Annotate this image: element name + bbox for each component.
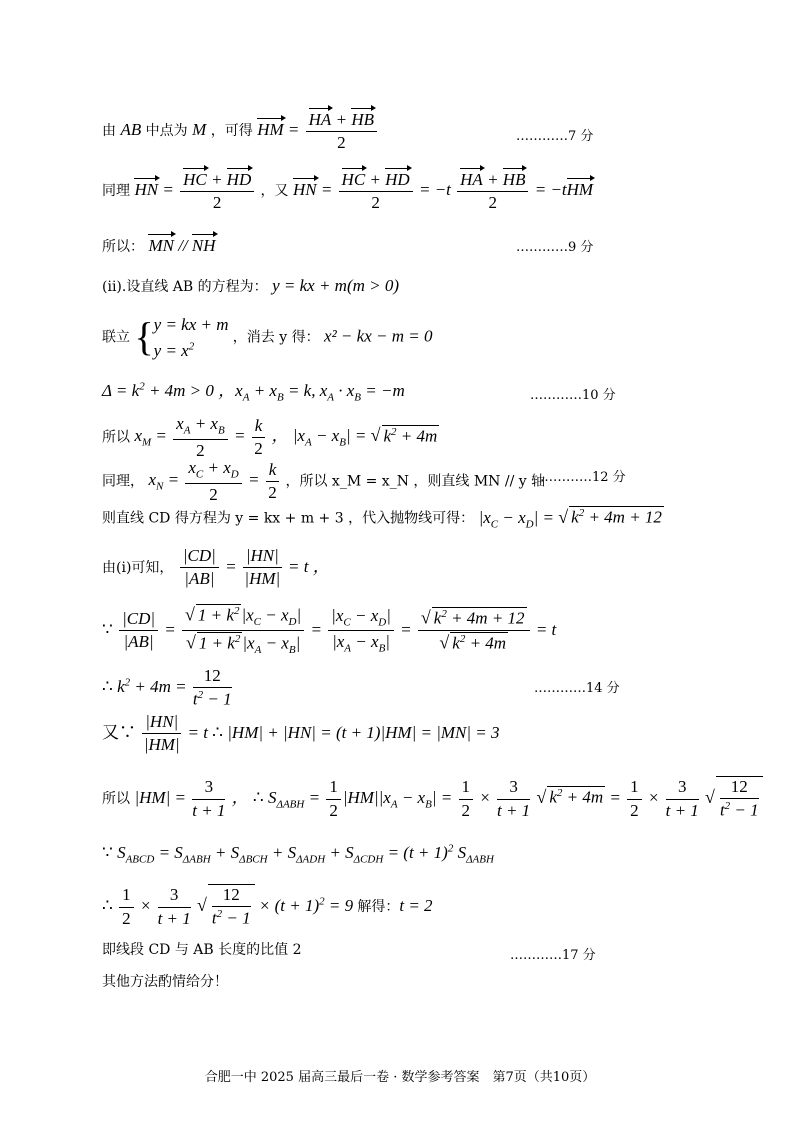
step-area-abh (102, 776, 763, 821)
score-9: …………9 分 (516, 240, 594, 255)
formula-mn-length: 又∵ $\frac{|HN|}{|HM|}$ = t ∴ |HM| + |HN| = (t + 1)|HM| = |MN| = 3 (102, 712, 500, 755)
step-xm (102, 414, 439, 461)
formula-delta: $\Delta = k^2 + 4m > 0$ ，$x_A + x_B = k$, $x_A \cdot x_B = -m$ (102, 380, 405, 404)
formula-xn: $x_N$ = $\frac{x_C + x_D}{2}$ = $\frac{k}{2}$ (148, 470, 285, 489)
formula-k-m: ∴ $k^2 + 4m$ = $\frac{12}{t^2 - 1}$ (102, 666, 232, 710)
line-text: 同理， (102, 473, 144, 490)
score-12: …………12 分 (540, 470, 626, 485)
step-line-cd (102, 506, 664, 531)
step-area-abcd (102, 842, 494, 866)
line-text: 所以 (102, 791, 130, 808)
line-text: (ii).设直线 AB 的方程为： (102, 279, 268, 295)
step-hn (102, 168, 593, 214)
equation-system: {y = kx + m $y = x^2$ (134, 314, 229, 360)
line-text: 即线段 CD 与 AB 长度的比值 2 (102, 942, 302, 958)
formula-xm: $x_M$ = $\frac{x_A + x_B}{2}$ = $\frac{k}{2}$ ， $|x_A - x_B|$ = √ $k^2 + 4m$ (134, 414, 438, 460)
step-line-ab (102, 276, 399, 296)
step-discriminant (102, 380, 405, 404)
line-text: 由(i)可知， (102, 559, 174, 576)
score-7: …………7 分 (516, 129, 594, 144)
formula: y = kx + m(m > 0) (272, 276, 400, 295)
line-text: ，消去 y 得： (232, 329, 320, 346)
score-10: …………10 分 (530, 388, 616, 403)
step-midpoint-m (102, 108, 379, 154)
note-other-methods (102, 974, 228, 991)
line-text: 所以： (102, 239, 144, 255)
formula-area-abcd: ∵ $S_{ABCD} = S_{\Delta ABH} + S_{\Delta BCH} + S_{\Delta ADH} + S_{\Delta CDH} = (t + 1)^2$ $S_{\Delta ABH}$ (102, 842, 494, 866)
step-mn-length (102, 712, 500, 756)
line-text: ，所以 x_M = x_N ，则直线 MN // y 轴 (285, 473, 546, 490)
line-text: ，又 (260, 182, 289, 199)
formula-hm: HM = $\frac{HA + HB}{2}$ (257, 120, 379, 139)
step-k-m (102, 666, 234, 710)
line-text: 同理 (102, 182, 130, 199)
line-text: 由 AB 中点为 M ，可得 (102, 119, 258, 139)
formula-mn-nh: MN // NH (148, 236, 216, 255)
formula-solve-t: ∴ $\frac{1}{2}$ × $\frac{3}{t + 1}$ √ $\frac{12}{t^2 - 1}$ × $(t + 1)^2 = 9$ 解得：t = 2 (102, 885, 433, 929)
formula-cd: $|x_C - x_D|$ = √ $k^2 + 4m + 12$ (478, 506, 662, 531)
line-text: 联立 (102, 329, 130, 346)
score-17: …………17 分 (510, 948, 596, 963)
step-conclusion (102, 942, 302, 959)
formula-hn-2: HN = $\frac{HC + HD}{2}$ = −t $\frac{HA + HB}{2}$ = −tHM (292, 170, 594, 213)
formula: x² − kx − m = 0 (324, 326, 433, 346)
step-parallel (102, 234, 216, 256)
formula-ratio-expand: ∵ $\frac{|CD|}{|AB|}$ = $\frac{√ 1 + k^2 |x_C - x_D|}{√ 1 + k^2 |x_A - x_B|}$ = $\frac{|x_C - x_D|}{|x_A - x_B|}$ = $\frac{√ k^2 + 4m + 12}{√ k^2 + 4m}$ = t (102, 604, 557, 657)
step-system (102, 312, 432, 363)
step-xn (102, 458, 545, 505)
formula-hn: HN = $\frac{HC + HD}{2}$ (134, 180, 260, 199)
formula-ratio: $\frac{|CD|}{|AB|}$ = $\frac{|HN|}{|HM|}$ = t ， (178, 557, 330, 576)
step-ratio (102, 546, 330, 590)
line-text: 其他方法酌情给分！ (102, 974, 228, 990)
formula-area-abh: |HM| = $\frac{3}{t + 1}$ ， ∴ $S_{\Delta ABH}$ = $\frac{1}{2}$ $|HM||x_A - x_B|$ = $\frac{1}{2}$ × $\frac{3}{t + 1}$ √ $k^2 + 4m$ = $\frac{1}{2}$ × $\frac{3}{t + 1}$ √ $\frac{12}{t^2 - 1}$ (134, 788, 762, 807)
step-solve-t (102, 884, 433, 929)
page-footer: 合肥一中 2025 届高三最后一卷 · 数学参考答案 第7页（共10页） (204, 1070, 596, 1085)
line-text: 所以 (102, 429, 130, 446)
step-ratio-expand (102, 604, 556, 657)
score-14: …………14 分 (534, 681, 620, 696)
line-text: 则直线 CD 得方程为 y = kx + m + 3 ，代入抛物线可得： (102, 510, 475, 527)
